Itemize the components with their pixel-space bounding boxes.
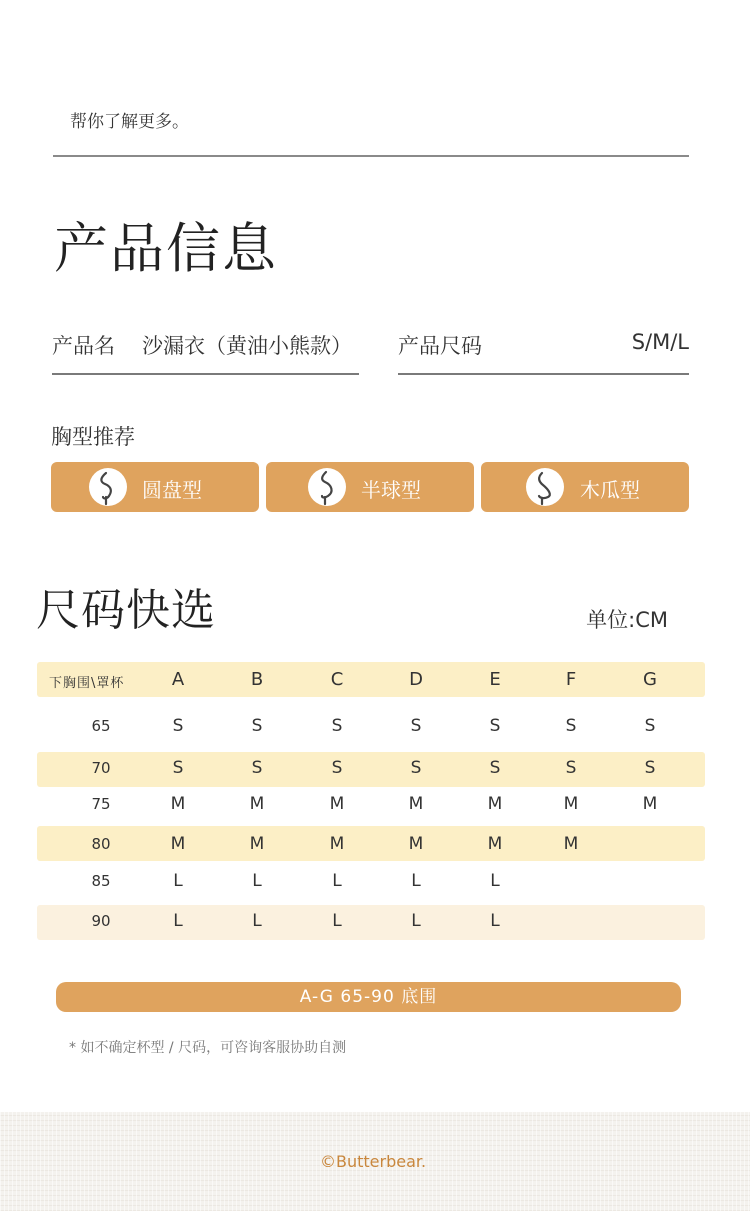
size-cell: S <box>644 758 656 778</box>
shape-option-hemisphere[interactable] <box>266 462 474 512</box>
band-label: 85 <box>91 872 111 890</box>
product-info-title: 产品信息 <box>54 217 278 280</box>
intro-text: 帮你了解更多。 <box>70 112 189 132</box>
shape-option-round-disc[interactable] <box>51 462 259 512</box>
size-cell: L <box>411 871 421 891</box>
size-cell: S <box>172 758 184 778</box>
underline <box>398 373 689 375</box>
cup-header: D <box>409 669 423 690</box>
size-cell: L <box>173 911 183 931</box>
size-note: * 如不确定杯型 / 尺码，可咨询客服协助自测 <box>69 1040 347 1056</box>
size-cell: S <box>251 758 263 778</box>
shape-option-label: 圆盘型 <box>142 478 202 502</box>
size-cell: M <box>642 794 658 814</box>
size-cell: M <box>408 834 424 854</box>
table-row-band <box>37 752 705 787</box>
size-cell: M <box>563 794 579 814</box>
size-cell: S <box>331 758 343 778</box>
size-cell: M <box>563 834 579 854</box>
size-cell: L <box>490 871 500 891</box>
cup-header: C <box>330 669 344 690</box>
band-label: 90 <box>91 912 111 930</box>
divider <box>53 155 689 157</box>
size-cell: S <box>644 716 656 736</box>
brand-name: Butterbear. <box>336 1152 427 1171</box>
band-label: 80 <box>91 835 111 853</box>
size-cell: M <box>249 834 265 854</box>
size-cell: S <box>565 716 577 736</box>
cup-header: G <box>643 669 657 690</box>
table-header-band <box>37 662 705 697</box>
range-pill: A-G 65-90 底围 <box>56 982 681 1012</box>
shape-option-papaya[interactable] <box>481 462 689 512</box>
table-row-band <box>37 826 705 861</box>
product-name-label: 产品名 <box>52 334 115 358</box>
size-cell: L <box>411 911 421 931</box>
size-cell: M <box>329 834 345 854</box>
size-cell: M <box>408 794 424 814</box>
size-cell: S <box>489 758 501 778</box>
cup-header: A <box>171 669 185 690</box>
size-cell: L <box>332 911 342 931</box>
papaya-shape-icon <box>526 468 564 506</box>
size-cell: M <box>170 834 186 854</box>
size-cell: L <box>252 871 262 891</box>
size-cell: S <box>410 758 422 778</box>
cup-header: B <box>250 669 264 690</box>
size-cell: S <box>331 716 343 736</box>
size-cell: S <box>172 716 184 736</box>
size-cell: L <box>252 911 262 931</box>
hemisphere-shape-icon <box>308 468 346 506</box>
brand-logo <box>320 1152 426 1171</box>
size-cell: L <box>490 911 500 931</box>
size-chart-unit: 单位:CM <box>586 608 668 632</box>
size-cell: M <box>249 794 265 814</box>
size-cell: S <box>251 716 263 736</box>
product-name-value: 沙漏衣（黄油小熊款） <box>142 334 352 358</box>
underline <box>52 373 359 375</box>
chest-shape-title: 胸型推荐 <box>51 425 135 449</box>
shape-option-label: 木瓜型 <box>580 478 640 502</box>
size-cell: M <box>487 794 503 814</box>
cup-header: F <box>565 669 577 690</box>
size-chart-title: 尺码快选 <box>36 585 216 636</box>
band-label: 75 <box>91 795 111 813</box>
cup-header: E <box>489 669 501 690</box>
size-cell: M <box>487 834 503 854</box>
product-size-label: 产品尺码 <box>398 334 482 358</box>
round-disc-shape-icon <box>89 468 127 506</box>
band-label: 70 <box>91 759 111 777</box>
band-label: 65 <box>91 717 111 735</box>
size-cell: S <box>489 716 501 736</box>
shape-option-label: 半球型 <box>361 478 421 502</box>
copyright-icon: © <box>320 1152 336 1171</box>
size-cell: L <box>332 871 342 891</box>
size-cell: M <box>329 794 345 814</box>
table-corner-header: 下胸围\罩杯 <box>49 676 125 691</box>
size-cell: L <box>173 871 183 891</box>
size-cell: M <box>170 794 186 814</box>
size-cell: S <box>410 716 422 736</box>
table-row-band <box>37 905 705 940</box>
product-size-value: S/M/L <box>631 330 689 354</box>
size-cell: S <box>565 758 577 778</box>
